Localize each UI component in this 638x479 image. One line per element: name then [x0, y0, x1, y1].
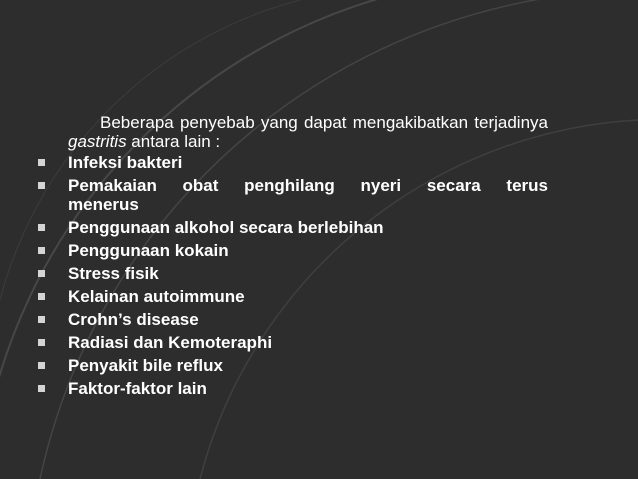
- list-item-text-line1: Pemakaian obat penghilang nyeri secara terus: [68, 176, 548, 195]
- list-item-text: Radiasi dan Kemoteraphi: [68, 333, 273, 352]
- cause-list: [36, 153, 548, 398]
- list-item: [36, 218, 548, 237]
- bullet-square-icon: [38, 247, 45, 254]
- intro-paragraph: [36, 113, 548, 151]
- slide-content: [36, 113, 548, 402]
- list-item: [36, 287, 548, 306]
- list-item-text: Penyakit bile reflux: [68, 356, 223, 375]
- intro-text-after: antara lain :: [126, 132, 221, 151]
- bullet-square-icon: [38, 339, 45, 346]
- bullet-square-icon: [38, 316, 45, 323]
- list-item-text: Stress fisik: [68, 264, 159, 283]
- bullet-square-icon: [38, 224, 45, 231]
- intro-emphasis: gastritis: [68, 132, 127, 151]
- bullet-square-icon: [38, 293, 45, 300]
- list-item-text: Infeksi bakteri: [68, 153, 183, 172]
- list-item: [36, 241, 548, 260]
- bullet-square-icon: [38, 270, 45, 277]
- intro-text-before: Beberapa penyebab yang dapat mengakibatkan terjadinya: [100, 113, 548, 132]
- bullet-square-icon: [38, 385, 45, 392]
- bullet-square-icon: [38, 159, 45, 166]
- list-item-text: Penggunaan alkohol secara berlebihan: [68, 218, 384, 237]
- list-item-text: Faktor-faktor lain: [68, 379, 207, 398]
- list-item: [36, 310, 548, 329]
- list-item: [36, 379, 548, 398]
- list-item: [36, 176, 548, 214]
- list-item: [36, 264, 548, 283]
- list-item-text: Kelainan autoimmune: [68, 287, 245, 306]
- list-item: [36, 356, 548, 375]
- bullet-square-icon: [38, 362, 45, 369]
- list-item-text-line2: menerus: [68, 195, 139, 214]
- list-item: [36, 333, 548, 352]
- list-item-text: Crohn’s disease: [68, 310, 199, 329]
- bullet-square-icon: [38, 182, 45, 189]
- list-item: [36, 153, 548, 172]
- list-item-text: Penggunaan kokain: [68, 241, 229, 260]
